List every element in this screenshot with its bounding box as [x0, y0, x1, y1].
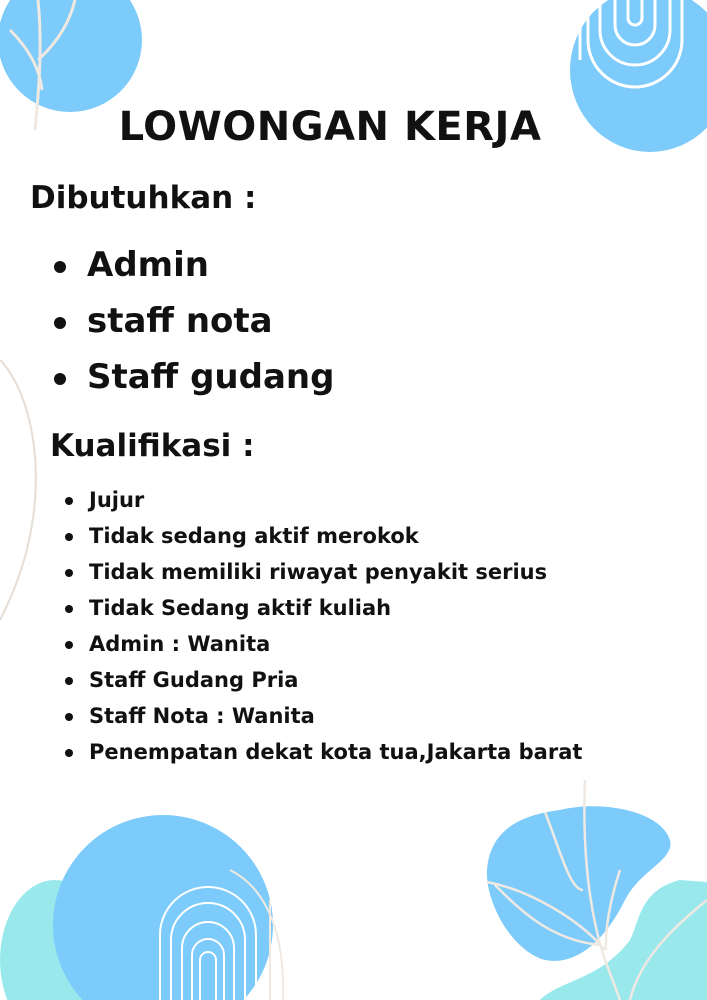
left-curve-line — [0, 360, 36, 620]
qualification-item: Staff Gudang Pria — [62, 665, 582, 701]
position-item: staff nota — [50, 298, 334, 354]
page-title: LOWONGAN KERJA — [118, 104, 542, 150]
position-item: Admin — [50, 242, 334, 298]
qualification-item: Tidak sedang aktif merokok — [62, 521, 582, 557]
qualification-item: Admin : Wanita — [62, 629, 582, 665]
qualification-item: Penempatan dekat kota tua,Jakarta barat — [62, 737, 582, 773]
needed-heading: Dibutuhkan : — [30, 180, 257, 216]
qualification-item: Jujur — [62, 485, 582, 521]
qualifications-heading: Kualifikasi : — [50, 428, 255, 464]
qualification-item: Staff Nota : Wanita — [62, 701, 582, 737]
bottom-right-leaves — [487, 780, 707, 1000]
qualification-item: Tidak memiliki riwayat penyakit serius — [62, 557, 582, 593]
positions-list — [50, 242, 334, 410]
bottom-left-arches — [0, 815, 283, 1000]
qualification-item: Tidak Sedang aktif kuliah — [62, 593, 582, 629]
position-item: Staff gudang — [50, 354, 334, 410]
qualifications-list — [62, 485, 582, 773]
